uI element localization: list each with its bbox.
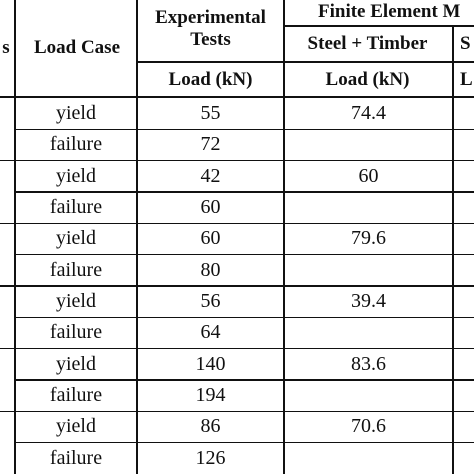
header-experimental-line1: Experimental (155, 7, 266, 28)
cell-experimental-load: 60 (200, 196, 221, 219)
header-load-kn-experimental: Load (kN) (168, 68, 253, 90)
header-steel-timber: Steel + Timber (307, 33, 428, 54)
cell-steel-timber-load: 39.4 (351, 290, 386, 313)
row-rule (14, 379, 474, 380)
cell-steel-timber-load: 60 (358, 164, 379, 187)
row-rule (14, 129, 474, 130)
cell-load-case: failure (49, 258, 103, 281)
header-experimental-line2: Tests (190, 29, 231, 50)
rule-steel-timber (452, 26, 454, 474)
cell-steel-timber-load: 79.6 (351, 227, 386, 250)
cell-load-case: failure (49, 446, 103, 469)
row-rule (0, 348, 474, 349)
cell-steel-timber-load (285, 317, 452, 348)
row-rule (14, 191, 474, 192)
cell-steel-timber-load: 83.6 (351, 352, 386, 375)
rule-header-bottom (0, 96, 474, 98)
cell-experimental-load: 42 (200, 164, 221, 187)
row-rule (0, 411, 474, 412)
row-rule (0, 223, 474, 224)
cell-experimental-load: 86 (200, 415, 221, 438)
cell-steel-timber-load: 70.6 (351, 415, 386, 438)
rule-fe-top (283, 25, 474, 27)
cell-load-case: yield (56, 164, 96, 187)
header-col0-fragment: s (2, 36, 10, 58)
cell-steel-timber-load: 74.4 (351, 102, 386, 125)
row-rule (14, 442, 474, 443)
header-finite-element: Finite Element M (318, 1, 461, 22)
header-next-col-fragment: S (460, 33, 471, 54)
row-rule (0, 160, 474, 161)
cell-experimental-load: 126 (195, 446, 226, 469)
cell-experimental-load: 140 (195, 352, 226, 375)
cell-load-case: yield (56, 290, 96, 313)
rule-finite-element (283, 0, 285, 474)
cell-load-case: failure (49, 321, 103, 344)
cell-load-case: yield (56, 415, 96, 438)
header-next-unit-fragment: L (460, 68, 473, 90)
row-rule (0, 285, 474, 286)
cell-steel-timber-load (285, 443, 452, 474)
cell-load-case: yield (56, 352, 96, 375)
cell-experimental-load: 56 (200, 290, 221, 313)
rule-units-top (136, 61, 474, 63)
cell-experimental-load: 72 (200, 133, 221, 156)
rule-left-group (14, 0, 16, 474)
row-rule (14, 254, 474, 255)
cell-load-case: failure (49, 384, 103, 407)
cell-experimental-load: 80 (200, 258, 221, 281)
cell-experimental-load: 60 (200, 227, 221, 250)
row-rule (14, 317, 474, 318)
cell-load-case: yield (56, 102, 96, 125)
cell-experimental-load: 55 (200, 102, 221, 125)
cell-experimental-load: 194 (195, 384, 226, 407)
header-load-kn-fe: Load (kN) (325, 68, 410, 90)
header-experimental-tests (138, 0, 283, 58)
cell-steel-timber-load (285, 192, 452, 223)
cell-experimental-load: 64 (200, 321, 221, 344)
header-load-case: Load Case (33, 36, 121, 58)
cell-load-case: yield (56, 227, 96, 250)
cell-load-case: failure (49, 196, 103, 219)
cell-load-case: failure (49, 133, 103, 156)
cell-steel-timber-load (285, 380, 452, 411)
rule-experimental (136, 0, 138, 474)
cell-steel-timber-load (285, 255, 452, 286)
cell-steel-timber-load (285, 129, 452, 160)
